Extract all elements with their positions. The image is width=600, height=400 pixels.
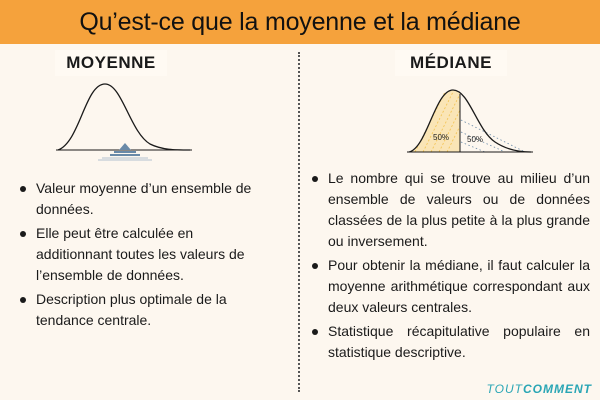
list-item: Valeur moyenne d’un ensemble de données. [18,178,258,220]
median-left-percent: 50% [433,133,450,142]
list-item: Description plus optimale de la tendance centrale. [18,289,258,331]
list-item: Statistique récapitulative populaire en statistique descriptive. [310,321,590,363]
page-title: Qu’est-ce que la moyenne et la médiane [79,7,521,36]
list-item: Le nombre qui se trouve au milieu d’un ensemble de valeurs ou de données classées de la plus petite à la plus grande ou inversement. [310,168,590,252]
mean-curve-illustration [50,72,200,162]
balance-point-icon [98,143,152,160]
moyenne-label: MOYENNE [55,50,167,76]
title-banner [0,0,600,44]
mediane-bullet-list [310,168,590,366]
moyenne-bullet-list [18,178,258,334]
list-item: Elle peut être calculée en additionnant toutes les valeurs de l’ensemble de données. [18,223,258,286]
mean-distribution-curve [58,84,190,150]
list-item: Pour obtenir la médiane, il faut calculer la moyenne arithmétique correspondant aux deux valeurs centrales. [310,255,590,318]
brand-part-1: TOUT [486,382,523,396]
brand-logo [487,382,592,396]
mediane-label: MÉDIANE [395,50,507,76]
brand-part-2: COMMENT [523,382,592,396]
median-curve-illustration [405,80,535,158]
median-right-percent: 50% [467,135,484,144]
column-divider [298,52,300,392]
